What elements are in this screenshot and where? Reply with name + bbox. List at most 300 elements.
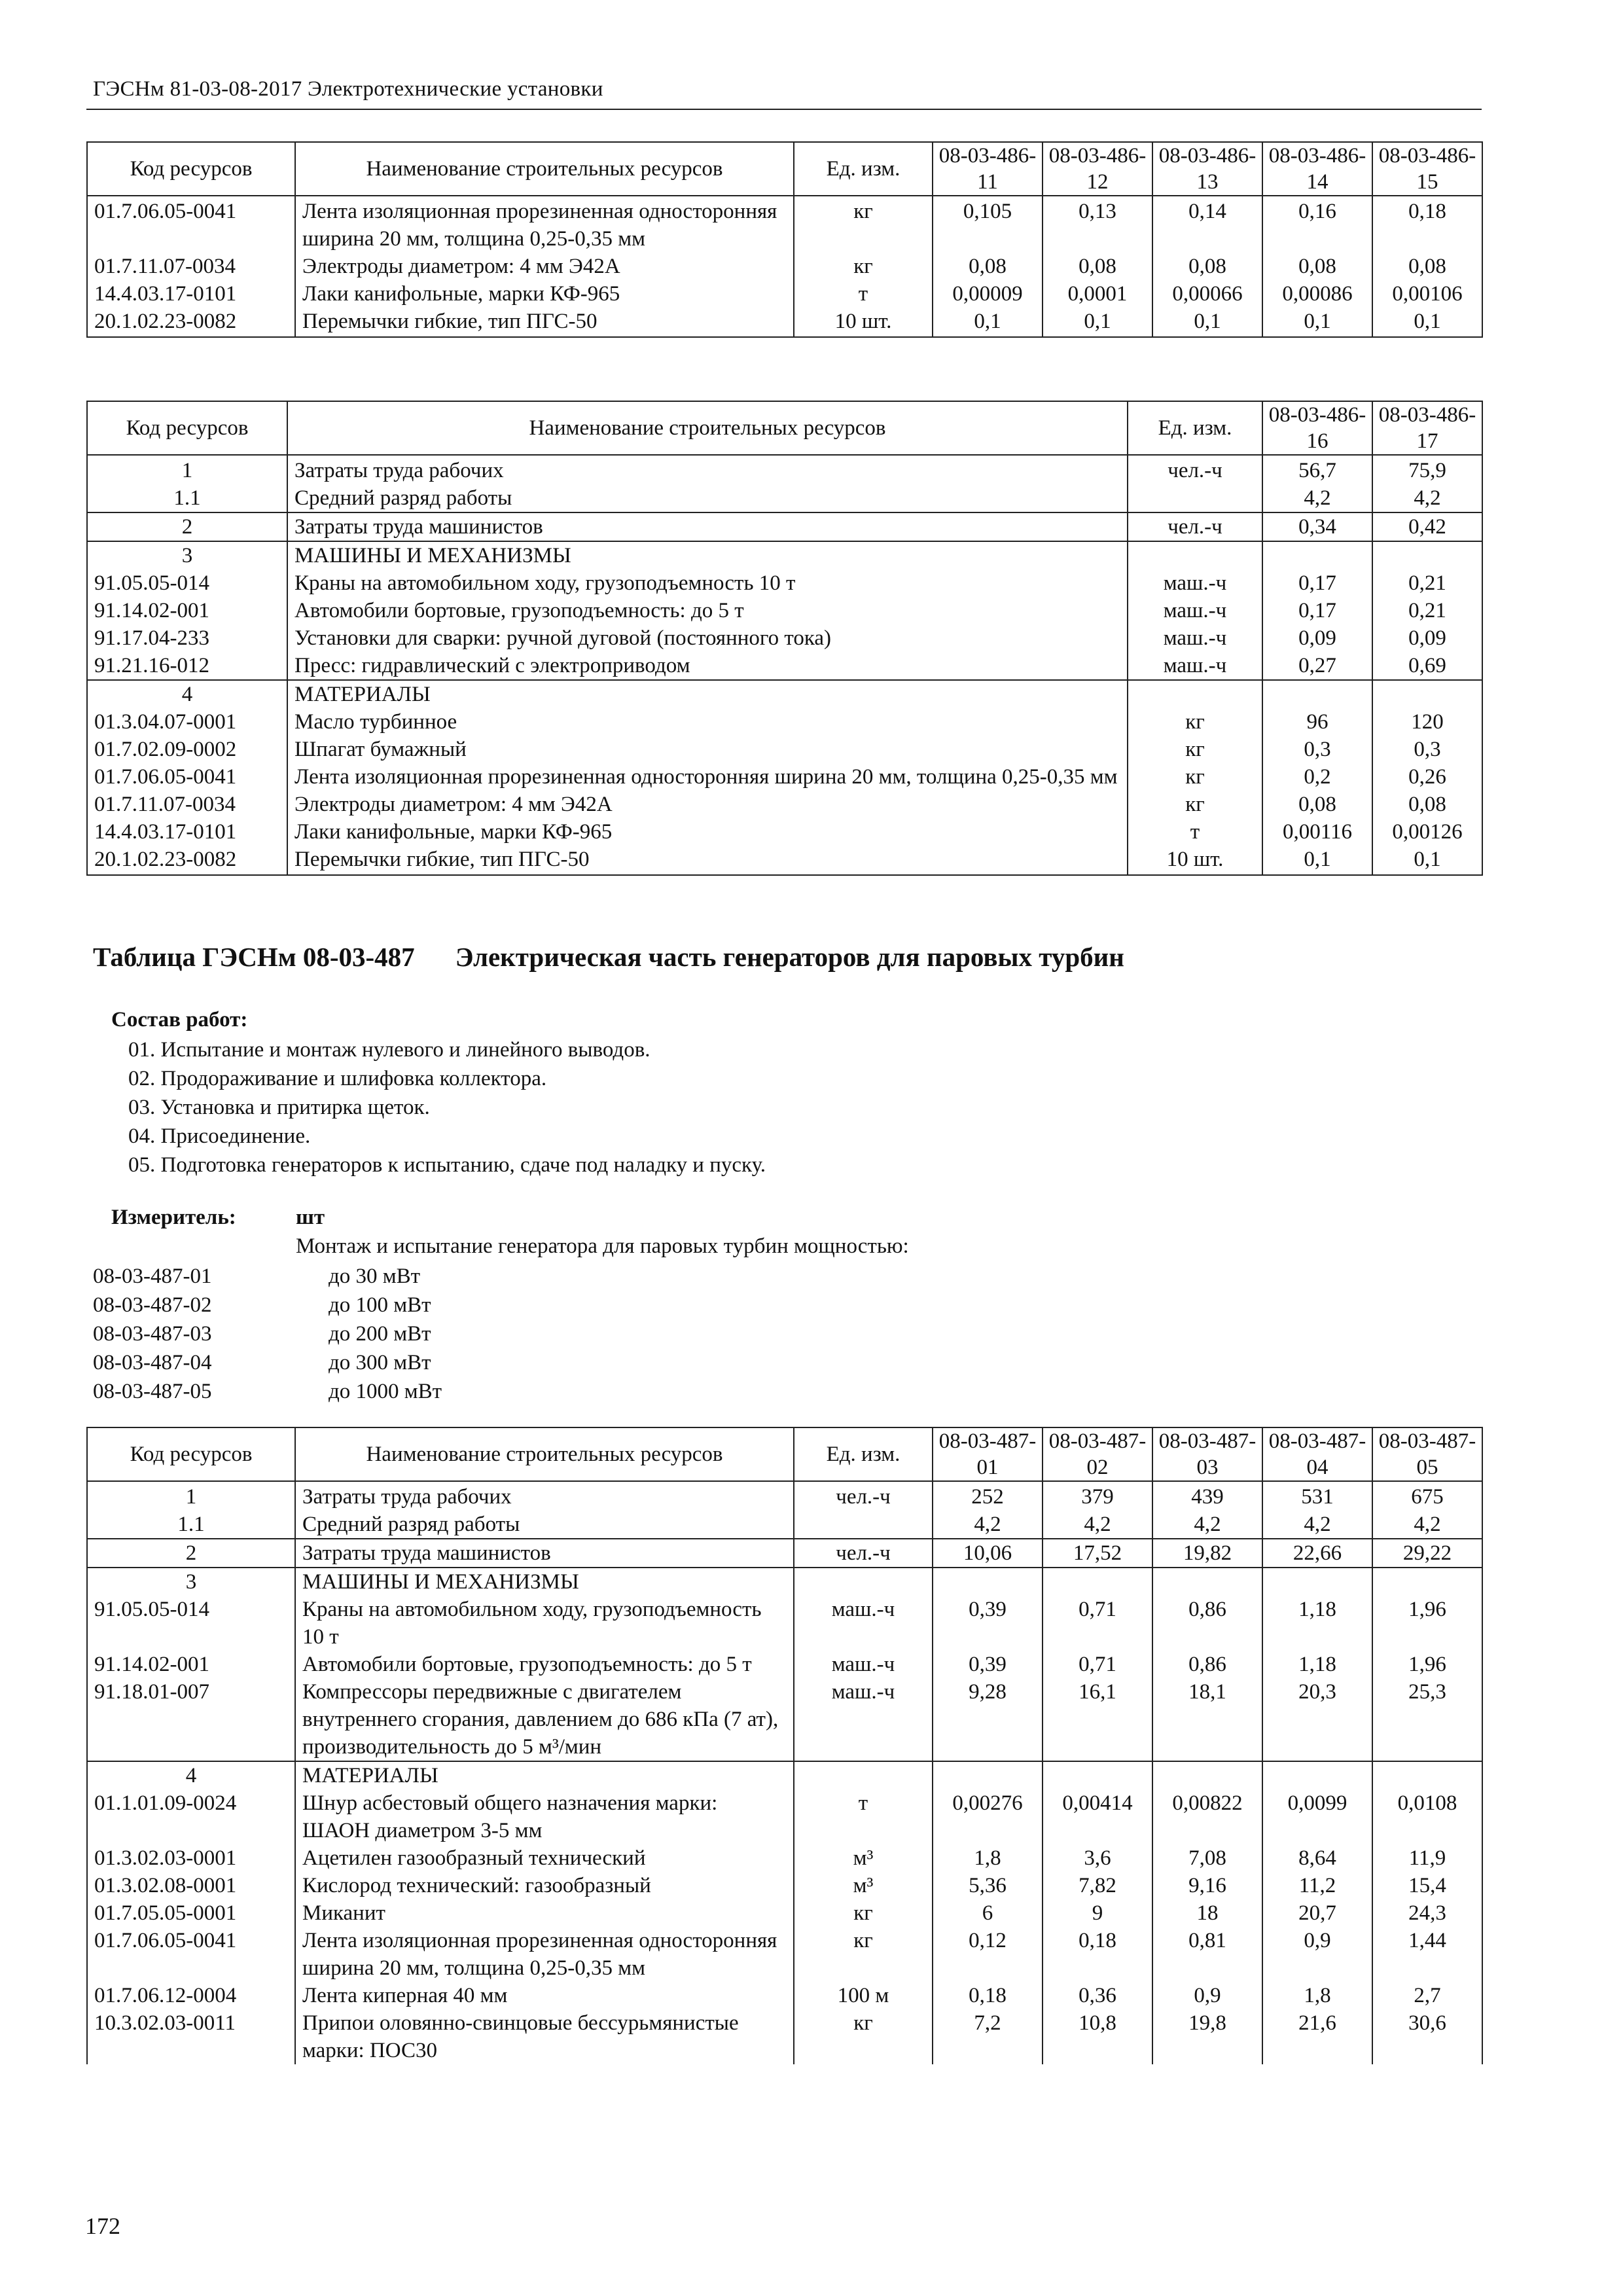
resource-code: 2: [87, 512, 287, 541]
resource-value: 7,2: [933, 2009, 1043, 2064]
table-row: [87, 1927, 1482, 1982]
resource-value: 0,1: [1262, 308, 1372, 337]
table-row: [87, 1481, 1482, 1511]
resource-unit: 10 шт.: [1128, 846, 1262, 875]
table-row: [87, 512, 1482, 541]
resource-unit: кг: [794, 1927, 933, 1982]
resource-value: 75,9: [1372, 455, 1482, 484]
table-row: [87, 253, 1482, 280]
resource-code: 1: [87, 455, 287, 484]
table-title: Электрическая часть генераторов для паровых турбин: [455, 942, 1124, 972]
table-row: [87, 308, 1482, 337]
resource-value: [1372, 1568, 1482, 1596]
variant-list: [93, 1262, 442, 1406]
resource-name: Шнур асбестовый общего назначения марки: ШАОН диаметром 3-5 мм: [295, 1789, 794, 1844]
resource-value: 0,08: [1372, 791, 1482, 818]
resource-name: Автомобили бортовые, грузоподъемность: до 5 т: [295, 1651, 794, 1678]
page-number: 172: [85, 2213, 120, 2239]
resource-value: [933, 1761, 1043, 1789]
resource-value: 0,81: [1152, 1927, 1262, 1982]
resource-name: Затраты труда машинистов: [287, 512, 1128, 541]
resource-unit: кг: [794, 253, 933, 280]
resource-unit: кг: [1128, 791, 1262, 818]
resource-code: 10.3.02.03-0011: [87, 2009, 295, 2064]
table-row: [87, 1899, 1482, 1927]
resource-name: Масло турбинное: [287, 708, 1128, 736]
col-header-variant: 08-03-486-16: [1262, 401, 1372, 455]
resource-unit: 10 шт.: [794, 308, 933, 337]
meter-unit: шт: [296, 1206, 325, 1229]
resource-name: Затраты труда рабочих: [287, 455, 1128, 484]
resource-unit: маш.-ч: [1128, 569, 1262, 597]
resource-value: 0,21: [1372, 597, 1482, 624]
resource-code: 01.7.02.09-0002: [87, 736, 287, 763]
resource-code: 4: [87, 680, 287, 708]
resource-value: 5,36: [933, 1872, 1043, 1899]
resource-name: Электроды диаметром: 4 мм Э42А: [287, 791, 1128, 818]
resource-value: 0,13: [1043, 196, 1152, 253]
resource-value: 0,18: [1372, 196, 1482, 253]
resource-value: 17,52: [1043, 1539, 1152, 1568]
resource-code: 2: [87, 1539, 295, 1568]
list-item: [93, 1377, 442, 1406]
table-header-row: [87, 1427, 1482, 1481]
col-header-variant: 08-03-486-11: [933, 142, 1043, 196]
col-header-variant: 08-03-486-15: [1372, 142, 1482, 196]
resource-name: Лента изоляционная прорезиненная односторонняя ширина 20 мм, толщина 0,25-0,35 мм: [295, 1927, 794, 1982]
resource-value: 120: [1372, 708, 1482, 736]
resources-table-487: [86, 1427, 1483, 2064]
resource-value: 0,39: [933, 1651, 1043, 1678]
resource-value: 0,12: [933, 1927, 1043, 1982]
resource-code: 3: [87, 1568, 295, 1596]
col-header-variant: 08-03-487-05: [1372, 1427, 1482, 1481]
resource-value: 0,39: [933, 1596, 1043, 1651]
resource-value: 10,06: [933, 1539, 1043, 1568]
col-header-variant: 08-03-486-12: [1043, 142, 1152, 196]
col-header-code: Код ресурсов: [87, 401, 287, 455]
resource-value: 9,28: [933, 1678, 1043, 1761]
resource-value: 0,00106: [1372, 280, 1482, 308]
table-row: [87, 2009, 1482, 2064]
resource-code: 91.21.16-012: [87, 652, 287, 680]
col-header-variant: 08-03-486-17: [1372, 401, 1482, 455]
resource-name: Лаки канифольные, марки КФ-965: [287, 818, 1128, 846]
resource-name: Краны на автомобильном ходу, грузоподъемность 10 т: [287, 569, 1128, 597]
resource-value: 4,2: [1262, 484, 1372, 512]
table-row: [87, 1678, 1482, 1761]
resource-unit: кг: [794, 2009, 933, 2064]
resource-code: 01.7.06.05-0041: [87, 1927, 295, 1982]
resource-name: Затраты труда машинистов: [295, 1539, 794, 1568]
col-header-unit: Ед. изм.: [1128, 401, 1262, 455]
resource-value: 0,9: [1262, 1927, 1372, 1982]
resource-code: 3: [87, 541, 287, 569]
table-header-row: [87, 142, 1482, 196]
table-row: [87, 1872, 1482, 1899]
col-header-unit: Ед. изм.: [794, 1427, 933, 1481]
resource-value: 0,0001: [1043, 280, 1152, 308]
resource-code: 20.1.02.23-0082: [87, 846, 287, 875]
resource-value: 0,1: [1043, 308, 1152, 337]
resource-value: 0,42: [1372, 512, 1482, 541]
list-item: 03. Установка и притирка щеток.: [128, 1096, 430, 1119]
list-item: 04. Присоединение.: [128, 1124, 311, 1148]
resource-value: 0,00116: [1262, 818, 1372, 846]
resource-name: Перемычки гибкие, тип ПГС-50: [295, 308, 794, 337]
resource-value: 0,34: [1262, 512, 1372, 541]
variant-text: до 30 мВт: [329, 1265, 421, 1288]
resource-value: 0,1: [1152, 308, 1262, 337]
resource-value: 7,82: [1043, 1872, 1152, 1899]
resource-value: 1,44: [1372, 1927, 1482, 1982]
resource-code: 1: [87, 1481, 295, 1511]
resource-unit: маш.-ч: [1128, 652, 1262, 680]
resource-value: 1,8: [933, 1844, 1043, 1872]
resource-unit: [794, 1511, 933, 1539]
resource-unit: кг: [1128, 708, 1262, 736]
resource-value: [933, 1568, 1043, 1596]
table-row: [87, 1761, 1482, 1789]
resource-value: 4,2: [1152, 1511, 1262, 1539]
list-item: 05. Подготовка генераторов к испытанию, сдаче под наладку и пуску.: [128, 1153, 766, 1177]
resource-value: 0,08: [1043, 253, 1152, 280]
resource-unit: 100 м: [794, 1982, 933, 2009]
variant-code: 08-03-487-01: [93, 1265, 212, 1288]
resource-name: Средний разряд работы: [295, 1511, 794, 1539]
meter-description: Монтаж и испытание генератора для паровых турбин мощностью:: [296, 1234, 909, 1258]
resource-value: 20,7: [1262, 1899, 1372, 1927]
resource-value: 531: [1262, 1481, 1372, 1511]
resource-code: 91.17.04-233: [87, 624, 287, 652]
header-rule: [86, 109, 1482, 110]
resource-unit: т: [794, 1789, 933, 1844]
resource-unit: м³: [794, 1872, 933, 1899]
resource-value: 0,86: [1152, 1651, 1262, 1678]
resource-code: 01.7.05.05-0001: [87, 1899, 295, 1927]
resource-value: [1152, 1568, 1262, 1596]
resource-value: [1043, 1761, 1152, 1789]
resource-value: 11,9: [1372, 1844, 1482, 1872]
resource-value: 29,22: [1372, 1539, 1482, 1568]
table-row: [87, 1511, 1482, 1539]
resource-value: 9: [1043, 1899, 1152, 1927]
resource-code: 14.4.03.17-0101: [87, 818, 287, 846]
col-header-variant: 08-03-487-02: [1043, 1427, 1152, 1481]
resource-value: 96: [1262, 708, 1372, 736]
resource-unit: маш.-ч: [1128, 624, 1262, 652]
resource-value: 16,1: [1043, 1678, 1152, 1761]
resource-value: 11,2: [1262, 1872, 1372, 1899]
resource-value: 19,82: [1152, 1539, 1262, 1568]
table-row: [87, 196, 1482, 253]
col-header-unit: Ед. изм.: [794, 142, 933, 196]
resource-code: 91.05.05-014: [87, 1596, 295, 1651]
table-row: [87, 455, 1482, 484]
table-row: [87, 1568, 1482, 1596]
table-row: [87, 652, 1482, 680]
resource-value: [1262, 1568, 1372, 1596]
resource-unit: кг: [794, 1899, 933, 1927]
resource-name: Миканит: [295, 1899, 794, 1927]
resource-name: Перемычки гибкие, тип ПГС-50: [287, 846, 1128, 875]
section-title: [93, 941, 1124, 973]
resource-value: 0,18: [933, 1982, 1043, 2009]
resource-value: 1,96: [1372, 1596, 1482, 1651]
resource-code: 01.3.04.07-0001: [87, 708, 287, 736]
resource-value: 18: [1152, 1899, 1262, 1927]
resource-value: 675: [1372, 1481, 1482, 1511]
resource-code: 01.1.01.09-0024: [87, 1789, 295, 1844]
resource-value: 0,21: [1372, 569, 1482, 597]
variant-text: до 1000 мВт: [329, 1380, 442, 1403]
resource-value: 0,14: [1152, 196, 1262, 253]
table-row: [87, 1982, 1482, 2009]
resource-value: 1,18: [1262, 1651, 1372, 1678]
resource-value: 4,2: [1372, 484, 1482, 512]
resource-value: 0,00276: [933, 1789, 1043, 1844]
resource-name: Ацетилен газообразный технический: [295, 1844, 794, 1872]
table-id: Таблица ГЭСНм 08-03-487: [93, 942, 415, 972]
resource-name: Установки для сварки: ручной дуговой (постоянного тока): [287, 624, 1128, 652]
resource-code: 91.18.01-007: [87, 1678, 295, 1761]
resource-code: 20.1.02.23-0082: [87, 308, 295, 337]
table-row: [87, 569, 1482, 597]
resource-value: 56,7: [1262, 455, 1372, 484]
resource-value: 1,18: [1262, 1596, 1372, 1651]
resource-value: 30,6: [1372, 2009, 1482, 2064]
list-item: [93, 1262, 442, 1291]
resource-value: 0,27: [1262, 652, 1372, 680]
resource-value: 18,1: [1152, 1678, 1262, 1761]
resource-unit: маш.-ч: [1128, 597, 1262, 624]
col-header-variant: 08-03-487-01: [933, 1427, 1043, 1481]
resource-unit: [1128, 541, 1262, 569]
resource-unit: кг: [794, 196, 933, 253]
list-item: [93, 1319, 442, 1348]
resource-value: [1262, 1761, 1372, 1789]
resource-value: 0,3: [1372, 736, 1482, 763]
resource-name: Шпагат бумажный: [287, 736, 1128, 763]
resource-value: 0,3: [1262, 736, 1372, 763]
resource-code: 01.7.06.12-0004: [87, 1982, 295, 2009]
table-row: [87, 763, 1482, 791]
list-item: [93, 1348, 442, 1377]
resource-code: 01.7.11.07-0034: [87, 253, 295, 280]
resource-code: 01.7.11.07-0034: [87, 791, 287, 818]
resource-unit: [794, 1761, 933, 1789]
resource-unit: чел.-ч: [794, 1539, 933, 1568]
resource-value: 0,09: [1372, 624, 1482, 652]
resource-value: 0,00066: [1152, 280, 1262, 308]
resource-unit: т: [794, 280, 933, 308]
works-heading: Состав работ:: [111, 1008, 248, 1031]
resource-value: 1,96: [1372, 1651, 1482, 1678]
works-list: [128, 1035, 766, 1179]
resource-name: Средний разряд работы: [287, 484, 1128, 512]
resource-value: 22,66: [1262, 1539, 1372, 1568]
resource-name: Затраты труда рабочих: [295, 1481, 794, 1511]
col-header-name: Наименование строительных ресурсов: [295, 1427, 794, 1481]
resource-value: 0,2: [1262, 763, 1372, 791]
resource-unit: т: [1128, 818, 1262, 846]
resource-code: 91.14.02-001: [87, 597, 287, 624]
resource-value: 0,00086: [1262, 280, 1372, 308]
section-heading: МАТЕРИАЛЫ: [287, 680, 1128, 708]
resource-unit: чел.-ч: [794, 1481, 933, 1511]
resource-value: 439: [1152, 1481, 1262, 1511]
section-heading: МАТЕРИАЛЫ: [295, 1761, 794, 1789]
col-header-code: Код ресурсов: [87, 1427, 295, 1481]
resource-name: Лента изоляционная прорезиненная односторонняя ширина 20 мм, толщина 0,25-0,35 мм: [287, 763, 1128, 791]
resource-code: 91.05.05-014: [87, 569, 287, 597]
resource-value: 0,08: [1372, 253, 1482, 280]
resource-code: 1.1: [87, 1511, 295, 1539]
resource-code: 01.7.06.05-0041: [87, 196, 295, 253]
resource-value: [1372, 1761, 1482, 1789]
section-heading: МАШИНЫ И МЕХАНИЗМЫ: [295, 1568, 794, 1596]
resource-value: 0,1: [933, 308, 1043, 337]
resource-unit: [794, 1568, 933, 1596]
resources-table-486-11-15: [86, 141, 1483, 338]
table-row: [87, 484, 1482, 512]
col-header-code: Код ресурсов: [87, 142, 295, 196]
resource-value: 0,36: [1043, 1982, 1152, 2009]
resource-value: 0,86: [1152, 1596, 1262, 1651]
table-row: [87, 708, 1482, 736]
resource-unit: маш.-ч: [794, 1596, 933, 1651]
resource-value: 252: [933, 1481, 1043, 1511]
resource-value: 20,3: [1262, 1678, 1372, 1761]
resource-unit: маш.-ч: [794, 1651, 933, 1678]
resource-name: Лента киперная 40 мм: [295, 1982, 794, 2009]
resource-unit: маш.-ч: [794, 1678, 933, 1761]
resource-value: 0,18: [1043, 1927, 1152, 1982]
resource-name: Лаки канифольные, марки КФ-965: [295, 280, 794, 308]
table-row: [87, 680, 1482, 708]
resource-name: Лента изоляционная прорезиненная односторонняя ширина 20 мм, толщина 0,25-0,35 мм: [295, 196, 794, 253]
table-row: [87, 791, 1482, 818]
variant-text: до 200 мВт: [329, 1322, 431, 1346]
table-row: [87, 1789, 1482, 1844]
resource-value: 0,08: [933, 253, 1043, 280]
list-item: [93, 1291, 442, 1319]
resource-value: 0,08: [1262, 253, 1372, 280]
col-header-name: Наименование строительных ресурсов: [287, 401, 1128, 455]
table-row: [87, 1844, 1482, 1872]
meter-label: Измеритель:: [111, 1206, 236, 1229]
resource-value: 3,6: [1043, 1844, 1152, 1872]
table-header-row: [87, 401, 1482, 455]
resource-name: Пресс: гидравлический с электроприводом: [287, 652, 1128, 680]
resource-value: [1043, 1568, 1152, 1596]
resource-value: 0,16: [1262, 196, 1372, 253]
resource-value: 0,09: [1262, 624, 1372, 652]
resource-value: 0,105: [933, 196, 1043, 253]
col-header-variant: 08-03-486-13: [1152, 142, 1262, 196]
table-row: [87, 597, 1482, 624]
table-row: [87, 1596, 1482, 1651]
table-row: [87, 1651, 1482, 1678]
section-heading: МАШИНЫ И МЕХАНИЗМЫ: [287, 541, 1128, 569]
resources-table-486-16-17: [86, 401, 1483, 876]
resource-value: [1372, 680, 1482, 708]
variant-code: 08-03-487-02: [93, 1293, 212, 1317]
running-header: ГЭСНм 81-03-08-2017 Электротехнические установки: [93, 77, 603, 101]
resource-value: 19,8: [1152, 2009, 1262, 2064]
resource-value: 8,64: [1262, 1844, 1372, 1872]
resource-name: Кислород технический: газообразный: [295, 1872, 794, 1899]
resource-name: Компрессоры передвижные с двигателем внутреннего сгорания, давлением до 686 кПа (7 ат), производительность до 5 м³/мин: [295, 1678, 794, 1761]
resource-value: 0,0108: [1372, 1789, 1482, 1844]
resource-value: [1262, 680, 1372, 708]
table-row: [87, 1539, 1482, 1568]
resource-value: 4,2: [1372, 1511, 1482, 1539]
resource-value: 0,26: [1372, 763, 1482, 791]
list-item: 02. Продораживание и шлифовка коллектора.: [128, 1067, 547, 1090]
resource-value: 0,00009: [933, 280, 1043, 308]
list-item: 01. Испытание и монтаж нулевого и линейного выводов.: [128, 1038, 651, 1062]
resource-value: 0,1: [1372, 846, 1482, 875]
resource-value: 0,00414: [1043, 1789, 1152, 1844]
resource-value: 0,17: [1262, 569, 1372, 597]
col-header-variant: 08-03-487-04: [1262, 1427, 1372, 1481]
resource-name: Краны на автомобильном ходу, грузоподъемность 10 т: [295, 1596, 794, 1651]
table-row: [87, 280, 1482, 308]
variant-code: 08-03-487-05: [93, 1380, 212, 1403]
resource-code: 1.1: [87, 484, 287, 512]
resource-value: 24,3: [1372, 1899, 1482, 1927]
resource-code: 01.7.06.05-0041: [87, 763, 287, 791]
resource-value: [1152, 1761, 1262, 1789]
resource-value: 0,08: [1262, 791, 1372, 818]
resource-value: 0,00822: [1152, 1789, 1262, 1844]
resource-unit: м³: [794, 1844, 933, 1872]
resource-unit: чел.-ч: [1128, 512, 1262, 541]
resource-name: Припои оловянно-свинцовые бессурьмянистые марки: ПОС30: [295, 2009, 794, 2064]
resource-unit: чел.-ч: [1128, 455, 1262, 484]
resource-value: 7,08: [1152, 1844, 1262, 1872]
resource-unit: [1128, 680, 1262, 708]
resource-code: 91.14.02-001: [87, 1651, 295, 1678]
resource-name: Электроды диаметром: 4 мм Э42А: [295, 253, 794, 280]
resource-code: 01.3.02.03-0001: [87, 1844, 295, 1872]
variant-code: 08-03-487-04: [93, 1351, 212, 1374]
resource-name: Автомобили бортовые, грузоподъемность: до 5 т: [287, 597, 1128, 624]
table-row: [87, 846, 1482, 875]
resource-value: 0,0099: [1262, 1789, 1372, 1844]
resource-value: [1372, 541, 1482, 569]
resource-value: 0,1: [1262, 846, 1372, 875]
resource-value: 0,00126: [1372, 818, 1482, 846]
col-header-variant: 08-03-486-14: [1262, 142, 1372, 196]
resource-value: 25,3: [1372, 1678, 1482, 1761]
resource-value: 4,2: [1043, 1511, 1152, 1539]
resource-value: 4,2: [1262, 1511, 1372, 1539]
resource-value: 2,7: [1372, 1982, 1482, 2009]
col-header-name: Наименование строительных ресурсов: [295, 142, 794, 196]
table-row: [87, 541, 1482, 569]
resource-value: 6: [933, 1899, 1043, 1927]
table-row: [87, 624, 1482, 652]
variant-text: до 100 мВт: [329, 1293, 431, 1317]
resource-code: 14.4.03.17-0101: [87, 280, 295, 308]
resource-value: 1,8: [1262, 1982, 1372, 2009]
table-row: [87, 736, 1482, 763]
resource-value: 0,71: [1043, 1651, 1152, 1678]
resource-value: 0,1: [1372, 308, 1482, 337]
resource-unit: кг: [1128, 763, 1262, 791]
